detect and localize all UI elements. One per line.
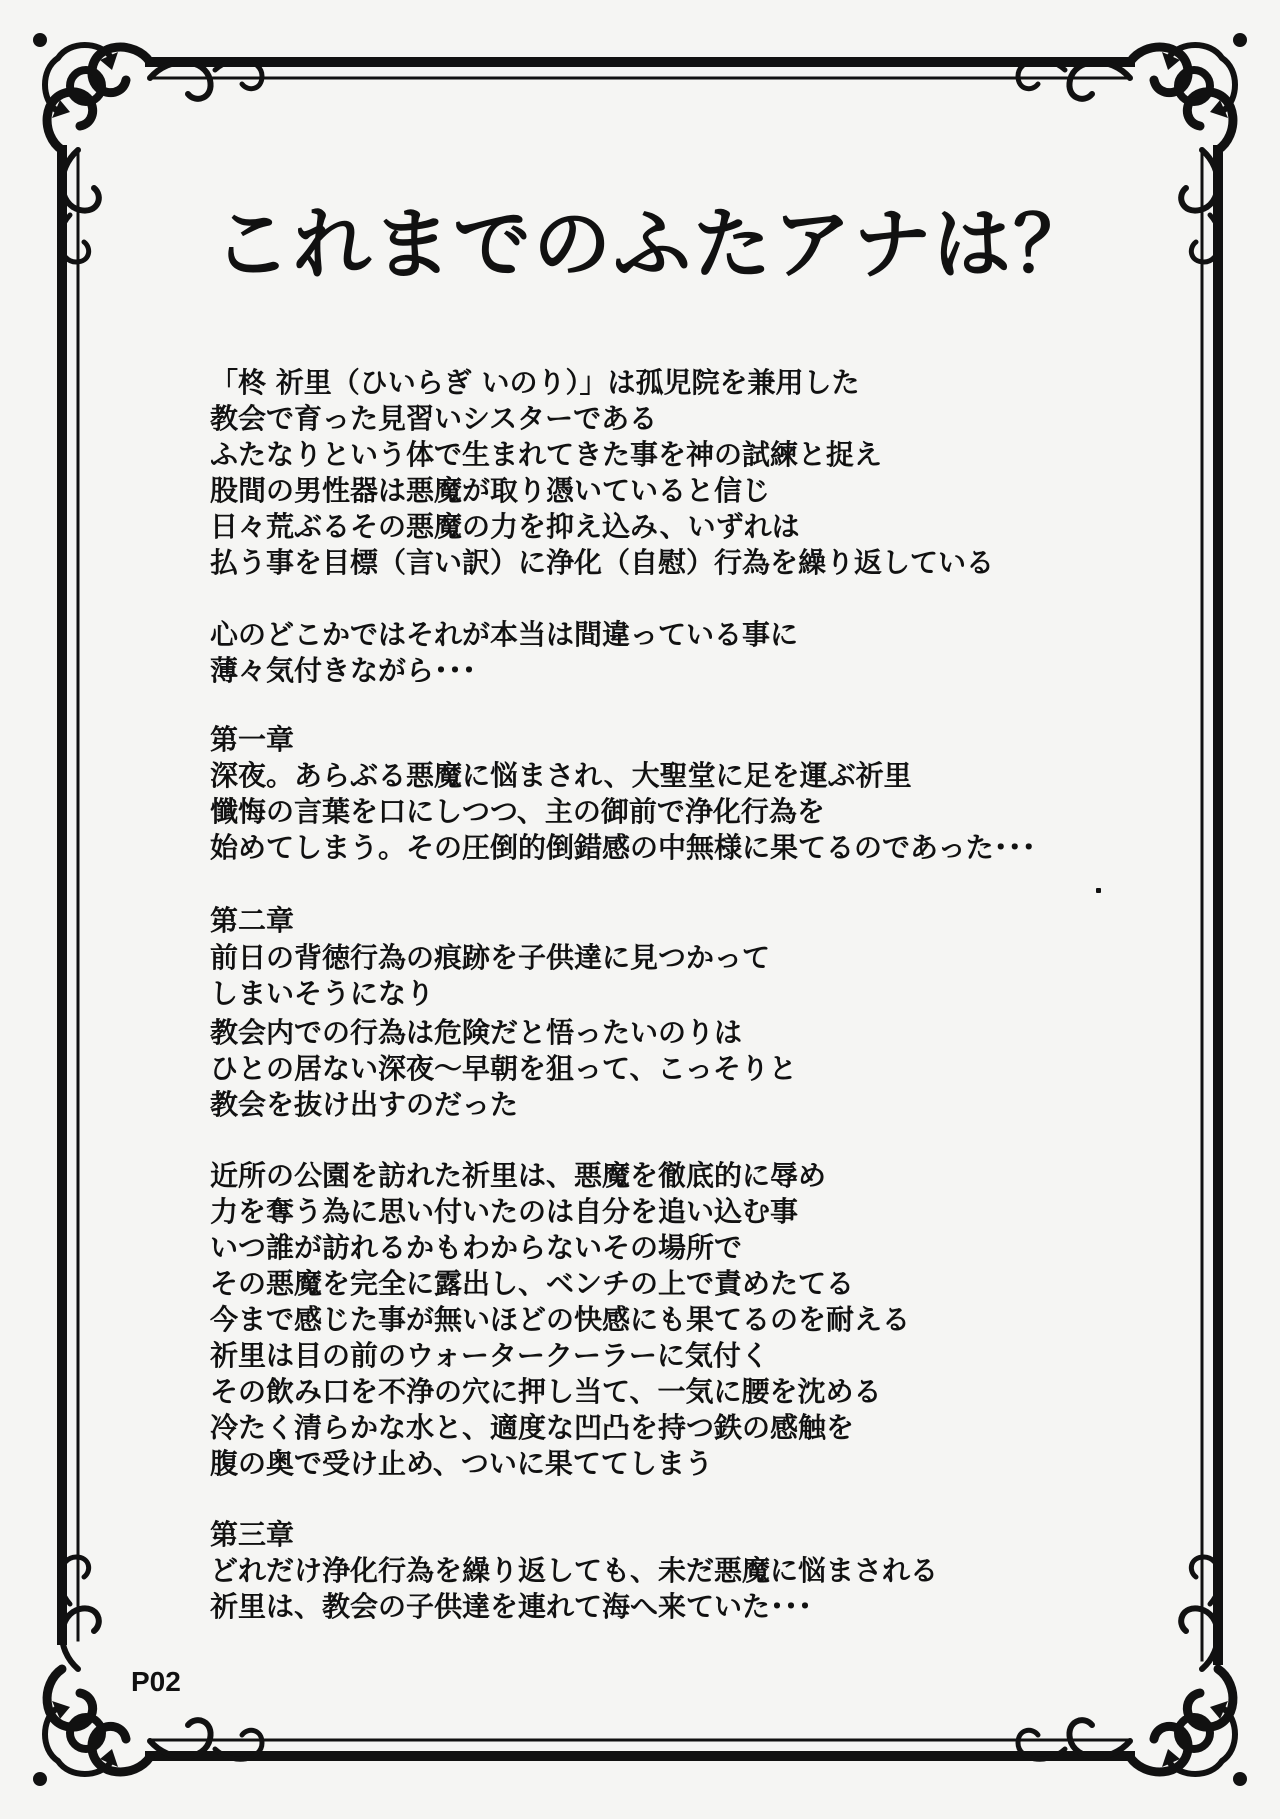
text-line: どれだけ浄化行為を繰り返しても、未だ悪魔に悩まされる [210, 1554, 939, 1587]
text-line: 教会内での行為は危険だと悟ったいのりは [210, 1016, 743, 1049]
page-number: P02 [131, 1666, 181, 1697]
text-line: 日々荒ぶるその悪魔の力を抑え込み、いずれは [210, 510, 800, 543]
text-line: 近所の公園を訪れた祈里は、悪魔を徹底的に辱め [210, 1159, 827, 1192]
text-line: いつ誰が訪れるかもわからないその場所で [210, 1231, 743, 1264]
text-line: 教会を抜け出すのだった [210, 1088, 519, 1121]
text-line: 始めてしまう。その圧倒的倒錯感の中無様に果てるのであった･･･ [210, 831, 1036, 864]
text-line: 「柊 祈里（ひいらぎ いのり）」は孤児院を兼用した [210, 366, 860, 399]
text-line: ひとの居ない深夜～早朝を狙って、こっそりと [210, 1052, 797, 1085]
text-line: 股間の男性器は悪魔が取り憑いていると信じ [210, 474, 771, 507]
chapter-heading: 第一章 [210, 723, 295, 756]
page-title: これまでのふたアナは？ [213, 200, 1094, 290]
text-line: 薄々気付きながら･･･ [210, 654, 477, 687]
text-line: 冷たく清らかな水と、適度な凹凸を持つ鉄の感触を [210, 1411, 855, 1444]
text-line: 深夜。あらぶる悪魔に悩まされ、大聖堂に足を運ぶ祈里 [210, 759, 912, 792]
text-line: 教会で育った見習いシスターである [210, 402, 658, 435]
stray-mark [1096, 888, 1101, 893]
text-line: その悪魔を完全に露出し、ベンチの上で責めたてる [210, 1267, 855, 1300]
text-line: 祈里は目の前のウォータークーラーに気付く [210, 1339, 769, 1372]
text-line: 腹の奥で受け止め、ついに果ててしまう [210, 1447, 713, 1480]
text-line: 心のどこかではそれが本当は間違っている事に [210, 618, 799, 651]
text-line: その飲み口を不浄の穴に押し当て、一気に腰を沈める [210, 1375, 882, 1408]
text-line: 前日の背徳行為の痕跡を子供達に見つかって [210, 941, 771, 974]
text-line: 祈里は、教会の子供達を連れて海へ来ていた･･･ [210, 1590, 813, 1623]
text-line: 今まで感じた事が無いほどの快感にも果てるのを耐える [210, 1303, 911, 1336]
text-line: 力を奪う為に思い付いたのは自分を追い込む事 [210, 1195, 799, 1228]
text-line: 払う事を目標（言い訳）に浄化（自慰）行為を繰り返している [210, 546, 995, 579]
text-line: 懺悔の言葉を口にしつつ、主の御前で浄化行為を [210, 795, 825, 828]
chapter-heading: 第三章 [210, 1518, 295, 1551]
text-line: ふたなりという体で生まれてきた事を神の試練と捉え [210, 438, 883, 471]
chapter-heading: 第二章 [210, 904, 295, 937]
text-line: しまいそうになり [210, 977, 435, 1010]
